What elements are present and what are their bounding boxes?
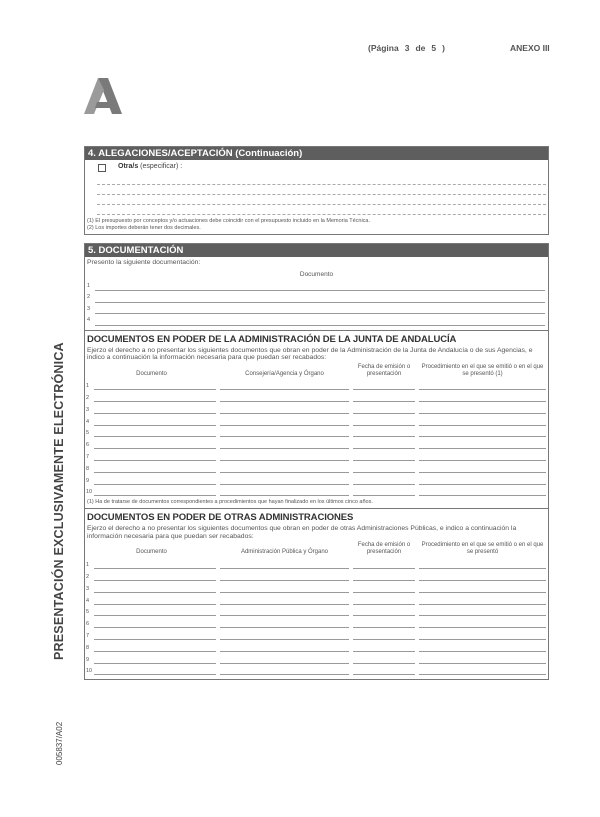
section-5-box: [84, 243, 549, 680]
otras-cell: [218, 570, 351, 582]
otras-cell: [417, 594, 548, 606]
junta-input-line[interactable]: [419, 448, 546, 449]
otras-cell: [351, 570, 417, 582]
otras-input-line[interactable]: [353, 674, 415, 675]
junta-cell: [417, 391, 548, 403]
junta-input-line[interactable]: [353, 389, 415, 390]
row-number: 8: [86, 465, 90, 472]
otras-input-line[interactable]: [220, 674, 349, 675]
junta-cell: [85, 474, 218, 486]
otras-table-row: [85, 594, 548, 606]
otras-col-documento: Documento: [136, 549, 167, 556]
junta-cell: [218, 391, 351, 403]
junta-input-line[interactable]: [419, 425, 546, 426]
junta-col-documento: Documento: [136, 370, 167, 377]
otras-input-line[interactable]: [94, 592, 216, 593]
annex-label: ANEXO III: [510, 43, 550, 53]
documentation-input-line[interactable]: [95, 302, 545, 303]
otras-title: DOCUMENTOS EN PODER DE OTRAS ADMINISTRACIONES: [85, 508, 548, 523]
junta-cell: [417, 438, 548, 450]
row-number: 8: [86, 644, 90, 651]
page-total: 5: [431, 43, 437, 53]
junta-cell: [85, 438, 218, 450]
junta-table: [85, 362, 548, 498]
junta-cell: [85, 427, 218, 439]
otras-input-line[interactable]: [220, 604, 349, 605]
otras-input-line[interactable]: [419, 568, 546, 569]
section-5-column-document: Documento: [299, 270, 334, 278]
row-number: 2: [86, 574, 90, 581]
row-number: 6: [86, 621, 90, 628]
junta-input-line[interactable]: [94, 425, 216, 426]
other-row: [85, 163, 548, 175]
otras-table-row: [85, 558, 548, 570]
otras-input-line[interactable]: [419, 639, 546, 640]
junta-cell: [218, 380, 351, 392]
junta-input-line[interactable]: [94, 401, 216, 402]
junta-cell: [218, 462, 351, 474]
otras-input-line[interactable]: [353, 604, 415, 605]
otras-cell: [85, 665, 218, 677]
otras-input-line[interactable]: [419, 592, 546, 593]
junta-input-line[interactable]: [353, 436, 415, 437]
junta-title: DOCUMENTOS EN PODER DE LA ADMINISTRACIÓN DE LA JUNTA DE ANDALUCÍA: [85, 330, 548, 345]
junta-cell: [351, 403, 417, 415]
junta-cell: [417, 415, 548, 427]
row-number: 2: [86, 395, 90, 402]
junta-input-line[interactable]: [94, 413, 216, 414]
otras-input-line[interactable]: [94, 627, 216, 628]
junta-input-line[interactable]: [220, 401, 349, 402]
junta-table-row: [85, 415, 548, 427]
otras-cell: [417, 606, 548, 618]
otras-input-line[interactable]: [353, 615, 415, 616]
row-number: 7: [86, 633, 90, 640]
section-4-note-2: (2) Los importes deberán tener dos decimales.: [87, 225, 201, 231]
row-number: 9: [86, 656, 90, 663]
otras-table-row: [85, 582, 548, 594]
otras-input-line[interactable]: [220, 651, 349, 652]
documentation-row: [85, 281, 548, 293]
junta-col-procedimiento: Procedimiento en el que se emitió o en el que se presentó (1): [421, 363, 544, 377]
junta-input-line[interactable]: [353, 472, 415, 473]
otras-table-row: [85, 665, 548, 677]
junta-table-row: [85, 450, 548, 462]
otras-cell: [85, 606, 218, 618]
otras-input-line[interactable]: [220, 615, 349, 616]
junta-input-line[interactable]: [353, 425, 415, 426]
junta-cell: [417, 380, 548, 392]
junta-input-line[interactable]: [220, 460, 349, 461]
section-5-rows: [85, 281, 548, 327]
otras-cell: [417, 629, 548, 641]
junta-input-line[interactable]: [353, 460, 415, 461]
junta-input-line[interactable]: [220, 472, 349, 473]
otras-cell: [351, 582, 417, 594]
otras-input-line[interactable]: [353, 580, 415, 581]
junta-cell: [351, 391, 417, 403]
otras-input-line[interactable]: [94, 663, 216, 664]
junta-input-line[interactable]: [94, 436, 216, 437]
otras-col-fecha: Fecha de emisión o presentación: [357, 542, 411, 556]
otras-cell: [417, 617, 548, 629]
section-4-note-1: (1) El presupuesto por conceptos y/o actuaciones debe coincidir con el presupuesto incluido en la Memoria Técnica.: [87, 218, 371, 224]
otras-input-line[interactable]: [220, 592, 349, 593]
row-number: 5: [86, 430, 90, 437]
row-number: 3: [86, 585, 90, 592]
otras-cell: [85, 617, 218, 629]
page-current: 3: [404, 43, 410, 53]
otras-input-line[interactable]: [353, 639, 415, 640]
junta-cell: [351, 415, 417, 427]
otras-cell: [218, 617, 351, 629]
documentation-row: [85, 315, 548, 327]
otras-cell: [85, 582, 218, 594]
otras-input-line[interactable]: [419, 651, 546, 652]
junta-cell: [351, 450, 417, 462]
other-fill-line[interactable]: [97, 175, 546, 185]
otras-cell: [351, 606, 417, 618]
row-number: 9: [86, 477, 90, 484]
section-4-title: 4. ALEGACIONES/ACEPTACIÓN (Continuación): [85, 147, 548, 160]
row-number: 1: [86, 562, 90, 569]
junta-col-fecha: Fecha de emisión o presentación: [357, 363, 411, 377]
otras-table-row: [85, 617, 548, 629]
row-number: 10: [86, 489, 93, 496]
otras-input-line[interactable]: [220, 663, 349, 664]
other-fill-line[interactable]: [97, 195, 546, 205]
otras-cell: [351, 629, 417, 641]
otras-input-line[interactable]: [353, 663, 415, 664]
otras-cell: [351, 665, 417, 677]
row-number: 4: [87, 317, 91, 323]
junta-cell: [417, 403, 548, 415]
otras-cell: [218, 558, 351, 570]
otras-cell: [218, 653, 351, 665]
junta-cell: [417, 486, 548, 498]
otras-cell: [85, 653, 218, 665]
otras-input-line[interactable]: [419, 580, 546, 581]
otras-cell: [218, 594, 351, 606]
junta-table-row: [85, 403, 548, 415]
otras-input-line[interactable]: [94, 568, 216, 569]
otras-cell: [351, 653, 417, 665]
otras-col-administracion: Administración Pública y Órgano: [240, 549, 329, 556]
otras-cell: [85, 558, 218, 570]
otras-input-line[interactable]: [353, 592, 415, 593]
junta-input-line[interactable]: [419, 460, 546, 461]
junta-input-line[interactable]: [419, 484, 546, 485]
row-number: 6: [86, 442, 90, 449]
otras-input-line[interactable]: [94, 639, 216, 640]
junta-input-line[interactable]: [353, 495, 415, 496]
otras-cell: [85, 629, 218, 641]
documentation-input-line[interactable]: [95, 290, 545, 291]
other-label-bold: Otra/s: [118, 163, 139, 170]
junta-input-line[interactable]: [419, 401, 546, 402]
junta-input-line[interactable]: [419, 495, 546, 496]
junta-cell: [351, 462, 417, 474]
junta-cell: [85, 403, 218, 415]
row-number: 2: [87, 294, 91, 300]
otras-cell: [218, 665, 351, 677]
junta-input-line[interactable]: [220, 495, 349, 496]
otras-input-line[interactable]: [94, 580, 216, 581]
junta-table-row: [85, 438, 548, 450]
row-number: 3: [87, 305, 91, 312]
otras-input-line[interactable]: [220, 580, 349, 581]
otras-cell: [351, 617, 417, 629]
junta-table-row: [85, 486, 548, 498]
otras-cell: [351, 641, 417, 653]
otras-table-row: [85, 629, 548, 641]
junta-input-line[interactable]: [94, 389, 216, 390]
row-number: 4: [86, 597, 90, 604]
page-close: ): [442, 43, 445, 53]
junta-input-line[interactable]: [94, 484, 216, 485]
junta-cell: [417, 427, 548, 439]
otras-input-line[interactable]: [94, 651, 216, 652]
otras-cell: [417, 558, 548, 570]
junta-cell: [218, 486, 351, 498]
documentation-row: [85, 304, 548, 316]
junta-input-line[interactable]: [419, 413, 546, 414]
junta-input-line[interactable]: [220, 413, 349, 414]
junta-table-row: [85, 427, 548, 439]
otras-cell: [417, 653, 548, 665]
junta-cell: [351, 427, 417, 439]
otras-input-line[interactable]: [94, 604, 216, 605]
otras-input-line[interactable]: [353, 627, 415, 628]
otras-input-line[interactable]: [220, 568, 349, 569]
junta-cell: [85, 486, 218, 498]
otras-col-procedimiento: Procedimiento en el que se emitió o en el que se presentó: [421, 542, 544, 556]
junta-input-line[interactable]: [220, 389, 349, 390]
junta-cell: [218, 474, 351, 486]
junta-cell: [417, 450, 548, 462]
junta-note: (1) Ha de tratarse de documentos correspondientes a procedimientos que hayan finalizado en los últimos cinco años.: [87, 499, 373, 506]
junta-input-line[interactable]: [220, 484, 349, 485]
page-of: de: [415, 43, 426, 53]
otras-cell: [417, 665, 548, 677]
junta-input-line[interactable]: [419, 436, 546, 437]
otras-input-line[interactable]: [220, 639, 349, 640]
otras-table-row: [85, 606, 548, 618]
row-number: 1: [86, 383, 90, 390]
junta-cell: [85, 391, 218, 403]
junta-input-line[interactable]: [353, 401, 415, 402]
junta-cell: [85, 415, 218, 427]
junta-table-row: [85, 462, 548, 474]
junta-cell: [351, 438, 417, 450]
other-label-rest: (especificar) :: [138, 163, 183, 170]
otras-input-line[interactable]: [353, 568, 415, 569]
otras-table: [85, 540, 548, 676]
junta-table-row: [85, 391, 548, 403]
junta-input-line[interactable]: [419, 389, 546, 390]
other-fill-line[interactable]: [97, 185, 546, 195]
row-number: 7: [86, 454, 90, 461]
junta-input-line[interactable]: [220, 425, 349, 426]
otras-cell: [351, 558, 417, 570]
otras-cell: [417, 641, 548, 653]
junta-cell: [351, 380, 417, 392]
otras-cell: [218, 582, 351, 594]
otras-cell: [85, 570, 218, 582]
junta-cell: [218, 403, 351, 415]
row-number: 1: [87, 282, 91, 289]
otras-table-row: [85, 653, 548, 665]
side-vertical-text: PRESENTACIÓN EXCLUSIVAMENTE ELECTRÓNICA: [52, 342, 66, 660]
section-5-title: 5. DOCUMENTACIÓN: [85, 244, 548, 257]
otras-input-line[interactable]: [220, 627, 349, 628]
otras-input-line[interactable]: [419, 604, 546, 605]
junta-input-line[interactable]: [353, 484, 415, 485]
otras-cell: [351, 594, 417, 606]
page-label: (Página: [368, 43, 399, 53]
row-number: 4: [86, 418, 90, 425]
junta-andalucia-logo: [84, 78, 122, 114]
otras-cell: [85, 594, 218, 606]
junta-input-line[interactable]: [94, 495, 216, 496]
otras-table-row: [85, 641, 548, 653]
row-number: 5: [86, 609, 90, 616]
section-5-intro: Presento la siguiente documentación:: [87, 259, 201, 266]
row-number: 3: [86, 406, 90, 413]
junta-input-line[interactable]: [220, 448, 349, 449]
junta-table-row: [85, 380, 548, 392]
documentation-input-line[interactable]: [95, 313, 545, 314]
otras-input-line[interactable]: [353, 651, 415, 652]
otras-cell: [218, 629, 351, 641]
otras-cell: [218, 641, 351, 653]
junta-cell: [85, 380, 218, 392]
otras-cell: [417, 570, 548, 582]
junta-col-consejeria: Consejería/Agencia y Órgano: [245, 370, 324, 377]
junta-cell: [417, 462, 548, 474]
junta-intro: Ejerzo el derecho a no presentar los siguientes documentos que obran en poder de la Administración de la Junta de Andalucía o de sus Agencias, e indico a continuación la información necesaria para que puedan ser recabados:: [87, 346, 533, 361]
junta-input-line[interactable]: [94, 472, 216, 473]
documentation-row: [85, 292, 548, 304]
section-4-box: [84, 146, 549, 235]
otras-intro: Ejerzo el derecho a no presentar los siguientes documentos que obran en poder de otras Administraciones Públicas, e indico a continuación la información necesaria para que puedan ser recabados:: [87, 525, 517, 540]
junta-cell: [85, 462, 218, 474]
otras-input-line[interactable]: [419, 674, 546, 675]
junta-input-line[interactable]: [353, 448, 415, 449]
form-code: 005837/A02: [55, 721, 64, 765]
page-indicator: [368, 43, 451, 53]
otras-input-line[interactable]: [419, 627, 546, 628]
junta-cell: [218, 415, 351, 427]
otras-table-row: [85, 570, 548, 582]
otras-cell: [417, 582, 548, 594]
otras-input-line[interactable]: [419, 663, 546, 664]
row-number: 10: [86, 668, 93, 675]
junta-cell: [218, 450, 351, 462]
junta-cell: [351, 474, 417, 486]
junta-input-line[interactable]: [220, 436, 349, 437]
other-checkbox[interactable]: [98, 164, 106, 172]
otras-cell: [85, 641, 218, 653]
other-fill-line[interactable]: [97, 205, 546, 215]
otras-cell: [218, 606, 351, 618]
otras-input-line[interactable]: [419, 615, 546, 616]
junta-cell: [218, 438, 351, 450]
junta-cell: [85, 450, 218, 462]
junta-cell: [417, 474, 548, 486]
otras-input-line[interactable]: [94, 615, 216, 616]
junta-input-line[interactable]: [419, 472, 546, 473]
otras-input-line[interactable]: [94, 674, 216, 675]
junta-cell: [351, 486, 417, 498]
junta-input-line[interactable]: [94, 460, 216, 461]
junta-input-line[interactable]: [94, 448, 216, 449]
documentation-input-line[interactable]: [95, 325, 545, 326]
junta-input-line[interactable]: [353, 413, 415, 414]
junta-cell: [218, 427, 351, 439]
junta-table-row: [85, 474, 548, 486]
other-label: [118, 163, 182, 170]
